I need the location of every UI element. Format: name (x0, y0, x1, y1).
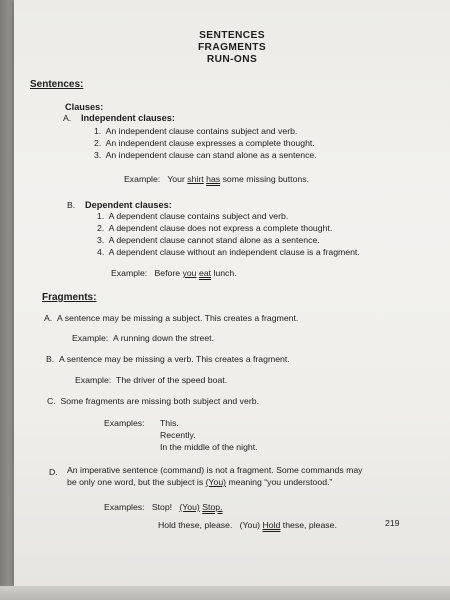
fragment-d-line-2: be only one word, but the subject is (You) meaning “you understood.” (67, 477, 333, 487)
independent-item-1: 1. An independent clause contains subject and verb. (94, 126, 298, 136)
title-line-2: FRAGMENTS (197, 42, 267, 53)
sentences-heading: Sentences: (30, 79, 84, 90)
clauses-heading: Clauses: (65, 102, 104, 112)
fragment-b: B. A sentence may be missing a verb. This creates a fragment. (46, 354, 290, 364)
fragment-a: A. A sentence may be missing a subject. This creates a fragment. (44, 313, 299, 323)
dependent-item-3: 3. A dependent clause cannot stand alone as a sentence. (97, 235, 320, 245)
dependent-item-1: 1. A dependent clause contains subject and verb. (97, 211, 289, 221)
fragment-c-example-3: In the middle of the night. (160, 442, 258, 452)
page-number: 219 (385, 518, 400, 528)
fragment-d-examples: Examples: Stop! (You) Stop. (104, 502, 223, 512)
independent-item-3: 3. An independent clause can stand alone as a sentence. (94, 150, 317, 160)
dependent-example: Example: Before you eat lunch. (111, 268, 237, 278)
fragment-d-line-1: An imperative sentence (command) is not a fragment. Some commands may (67, 465, 363, 475)
document-page (14, 0, 450, 588)
fragment-c-example-1: This. (160, 418, 179, 428)
fragment-a-example: Example: A running down the street. (72, 333, 214, 343)
fragment-b-example: Example: The driver of the speed boat. (75, 375, 228, 385)
fragment-c: C. Some fragments are missing both subject and verb. (47, 396, 259, 406)
dependent-item-2: 2. A dependent clause does not express a complete thought. (97, 223, 333, 233)
independent-item-2: 2. An independent clause expresses a complete thought. (94, 138, 315, 148)
dependent-heading: Dependent clauses: (85, 200, 172, 210)
fragments-heading: Fragments: (42, 292, 97, 303)
independent-letter: A. (63, 113, 72, 123)
desk-surface (0, 586, 450, 600)
independent-heading: Independent clauses: (81, 113, 175, 123)
independent-example: Example: Your shirt has some missing buttons. (124, 174, 310, 184)
fragment-c-examples-label: Examples: (104, 418, 145, 428)
fragment-d-example-2: Hold these, please. (You) Hold these, please. (158, 520, 337, 530)
dependent-letter: B. (67, 200, 76, 210)
title-line-3: RUN-ONS (206, 54, 258, 65)
fragment-c-example-2: Recently. (160, 430, 196, 440)
fragment-d-letter: D. (49, 467, 58, 477)
dependent-item-4: 4. A dependent clause without an independent clause is a fragment. (97, 247, 360, 257)
title-line-1: SENTENCES (199, 30, 265, 41)
